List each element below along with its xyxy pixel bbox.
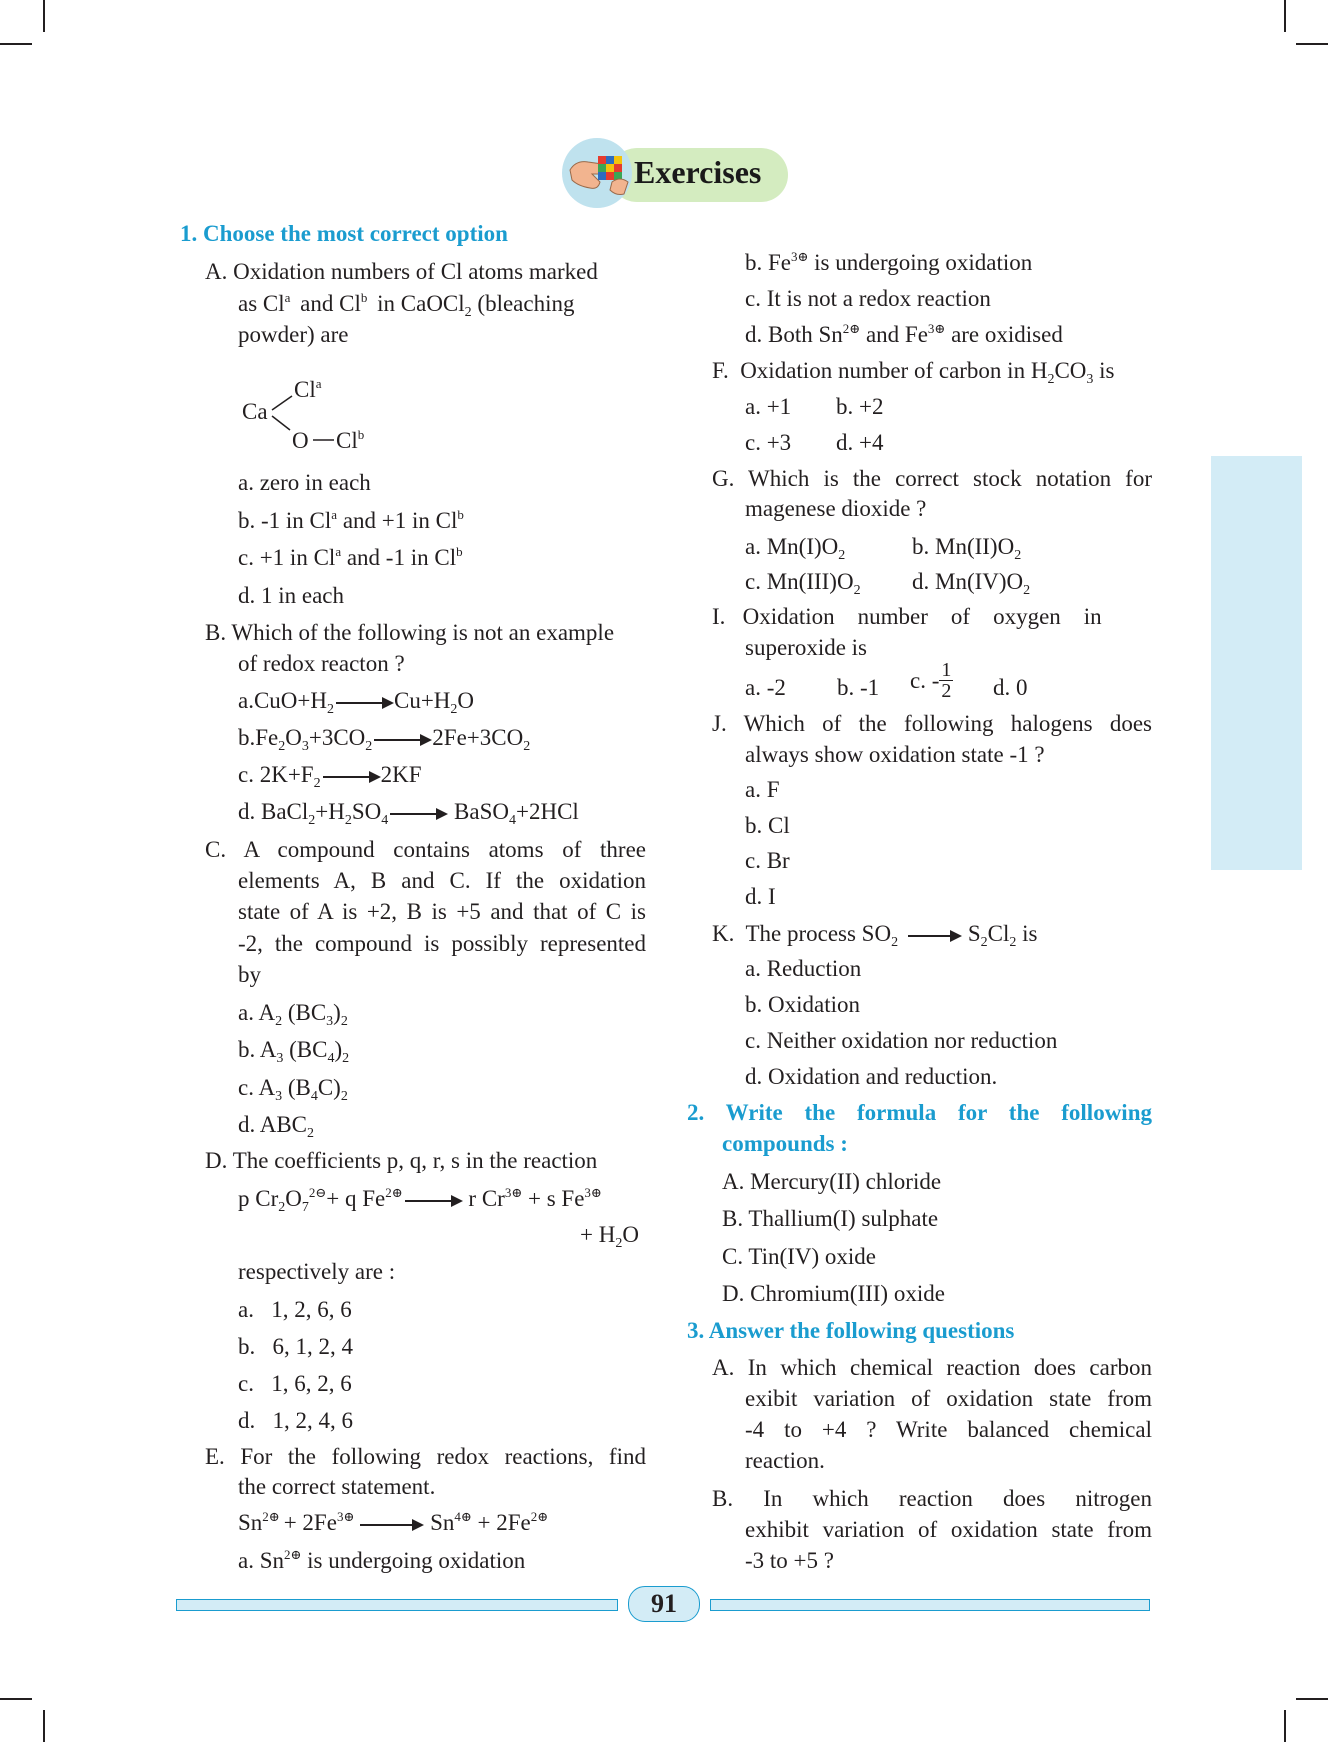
q1-heading: 1. Choose the most correct option	[180, 221, 508, 246]
q3B-line3: -3 to +5 ?	[745, 1548, 834, 1573]
q3-heading: 3. Answer the following questions	[687, 1318, 1015, 1343]
page-number: 91	[628, 1586, 700, 1622]
q2-heading-line1: 2. Write the formula for the following	[687, 1100, 1152, 1125]
qG-option-a: a. $Mn(I)O_2$	[745, 534, 846, 563]
q3B-line2: exhibit variation of oxidation state from	[745, 1517, 1152, 1542]
q3A-line4: reaction.	[745, 1448, 825, 1473]
qF-option-d: d. +4	[836, 430, 884, 455]
qI-option-d: d. 0	[993, 675, 1028, 700]
atom-ca: Ca	[242, 399, 268, 424]
qC-line1: C. A compound contains atoms of three	[205, 837, 646, 862]
qD-option-b: b. 6, 1, 2, 4	[238, 1334, 353, 1359]
qF-option-a: a. +1	[745, 394, 792, 419]
qG-line1: G. Which is the correct stock notation for	[712, 466, 1152, 491]
qB-option-d: d. $BaCl_2+H_2SO_4$ BaSO$_4$+2HCl	[238, 799, 579, 828]
crop-mark	[0, 1698, 32, 1700]
qE-option-b: b. $Fe^{3\oplus}$ is undergoing oxidation	[745, 249, 1033, 275]
qK-option-a: a. Reduction	[745, 956, 862, 981]
qG-option-d: d. $Mn(IV)O_2$	[912, 569, 1031, 598]
qJ-option-a: a. F	[745, 777, 780, 802]
qA-option-b: b. -1 in Cl$^a$ and +1 in Cl$^b$	[238, 507, 464, 533]
qE-option-c: c. It is not a redox reaction	[745, 286, 991, 311]
qI-option-b: b. -1	[837, 675, 880, 700]
reaction-arrow	[908, 935, 960, 937]
qC-option-d: d. $ABC_2$	[238, 1112, 315, 1141]
footer-band-right	[710, 1599, 1150, 1611]
crop-mark	[1284, 1710, 1286, 1742]
qE-option-a: a. $Sn^{2\oplus}$ is undergoing oxidation	[238, 1547, 526, 1573]
qJ-option-b: b. Cl	[745, 813, 790, 838]
qD-option-c: c. 1, 6, 2, 6	[238, 1371, 352, 1396]
qI-line2: superoxide is	[745, 635, 868, 660]
q2-item-a: A. Mercury(II) chloride	[722, 1169, 942, 1194]
header-title: Exercises	[634, 154, 762, 190]
qE-option-d: d. Both $Sn^{2\oplus}$ and $Fe^{3\oplus}$ are oxidised	[745, 321, 1063, 347]
crop-mark	[1296, 1698, 1328, 1700]
qD-option-d: d. 1, 2, 4, 6	[238, 1408, 353, 1433]
qK-option-b: b. Oxidation	[745, 992, 860, 1017]
qB-option-b: $b.Fe_2O_3+3CO_2$ $2Fe+3CO_2$	[238, 725, 531, 754]
qC-option-c: c. $A_3$ $(B_4C)_2$	[238, 1075, 348, 1104]
qD-reaction: p $Cr_2O_7^{2⊖}+ q$ $Fe^{2\oplus}$ r $Cr^{3\oplus} + s$ $Fe^{3\oplus}$	[238, 1185, 602, 1215]
qA-line1: A. Oxidation numbers of Cl atoms marked	[205, 259, 598, 284]
qC-line5: by	[238, 962, 261, 987]
qE-line2: the correct statement.	[238, 1474, 436, 1499]
qC-option-a: a. $A_2$ $(BC_3)_2$	[238, 1000, 348, 1029]
qB-option-a: $a.CuO+H_2$ $Cu+H_2O$	[238, 688, 475, 717]
qA-line2: as Cl$^a$ and Cl$^b$ in CaOCl$_2$ (bleaching	[238, 290, 575, 320]
qA-option-c: c. +1 in Cl$^a$ and -1 in Cl$^b$	[238, 544, 463, 570]
qC-line2: elements A, B and C. If the oxidation	[238, 868, 646, 893]
fraction-one-half: $\frac{1}{2}$	[941, 659, 952, 702]
qI-option-c: c. - $\frac{1}{2}$	[910, 659, 952, 702]
crop-mark	[1284, 0, 1286, 32]
crop-mark	[43, 1710, 45, 1742]
qE-reaction: $Sn^{2\oplus} + 2Fe^{3\oplus}$ $Sn^{4\oplus} + 2Fe^{2\oplus}$	[238, 1509, 549, 1535]
atom-cl-b: Cl$^b$	[336, 427, 365, 453]
qB-line2: of redox reacton ?	[238, 651, 405, 676]
qB-option-c: c. $2K+F_2$ 2KF	[238, 762, 422, 791]
qD-reaction-cont: + $H_2O$	[580, 1222, 639, 1251]
qD-line1: D. The coefficients p, q, r, s in the reaction	[205, 1148, 598, 1173]
page-footer	[176, 1586, 1152, 1622]
q3A-line1: A. In which chemical reaction does carbon	[712, 1355, 1152, 1380]
qJ-option-c: c. Br	[745, 848, 790, 873]
q2-item-c: C. Tin(IV) oxide	[722, 1244, 876, 1269]
qC-line4: -2, the compound is possibly represented	[238, 931, 646, 956]
qG-line2: magenese dioxide ?	[745, 496, 927, 521]
atom-o: O	[292, 428, 309, 453]
qJ-option-d: d. I	[745, 884, 776, 909]
crop-mark	[1296, 43, 1328, 45]
qJ-line1: J. Which of the following halogens does	[712, 711, 1152, 736]
qD-line3: respectively are :	[238, 1259, 396, 1284]
qK-line1: K. The process $SO_2$ $S_2Cl_2$ is	[712, 921, 1038, 950]
qD-option-a: a. 1, 2, 6, 6	[238, 1297, 352, 1322]
qK-option-c: c. Neither oxidation nor reduction	[745, 1028, 1058, 1053]
qC-line3: state of A is +2, B is +5 and that of C is	[238, 899, 646, 924]
qF-line1: F. Oxidation number of carbon in $H_2CO_3$ is	[712, 358, 1115, 387]
qJ-line2: always show oxidation state -1 ?	[745, 742, 1045, 767]
qC-option-b: b. $A_3$ $(BC_4)_2$	[238, 1037, 350, 1066]
qF-option-b: b. +2	[836, 394, 884, 419]
qG-option-c: c. $Mn(III)O_2$	[745, 569, 861, 598]
q3A-line3: -4 to +4 ? Write balanced chemical	[745, 1417, 1152, 1442]
q3A-line2: exibit variation of oxidation state from	[745, 1386, 1152, 1411]
qA-option-d: d. 1 in each	[238, 583, 345, 608]
qA-line3: powder) are	[238, 322, 349, 347]
qG-option-b: b. $Mn(II)O_2$	[912, 534, 1022, 563]
q3B-line1: B. In which reaction does nitrogen	[712, 1486, 1152, 1511]
qI-line1: I. Oxidation number of oxygen in	[712, 604, 1102, 629]
qF-option-c: c. +3	[745, 430, 792, 455]
qI-option-a: a. -2	[745, 675, 786, 700]
q2-item-b: B. Thallium(I) sulphate	[722, 1206, 939, 1231]
q2-heading-line2: compounds :	[722, 1131, 848, 1156]
q2-item-d: D. Chromium(III) oxide	[722, 1281, 945, 1306]
footer-band-left	[176, 1599, 618, 1611]
side-tab	[1211, 456, 1302, 870]
qB-line1: B. Which of the following is not an example	[205, 620, 615, 645]
qK-option-d: d. Oxidation and reduction.	[745, 1064, 998, 1089]
atom-cl-a: Cl$^a$	[294, 376, 322, 402]
qA-option-a: a. zero in each	[238, 470, 371, 495]
qE-line1: E. For the following redox reactions, find	[205, 1444, 646, 1469]
